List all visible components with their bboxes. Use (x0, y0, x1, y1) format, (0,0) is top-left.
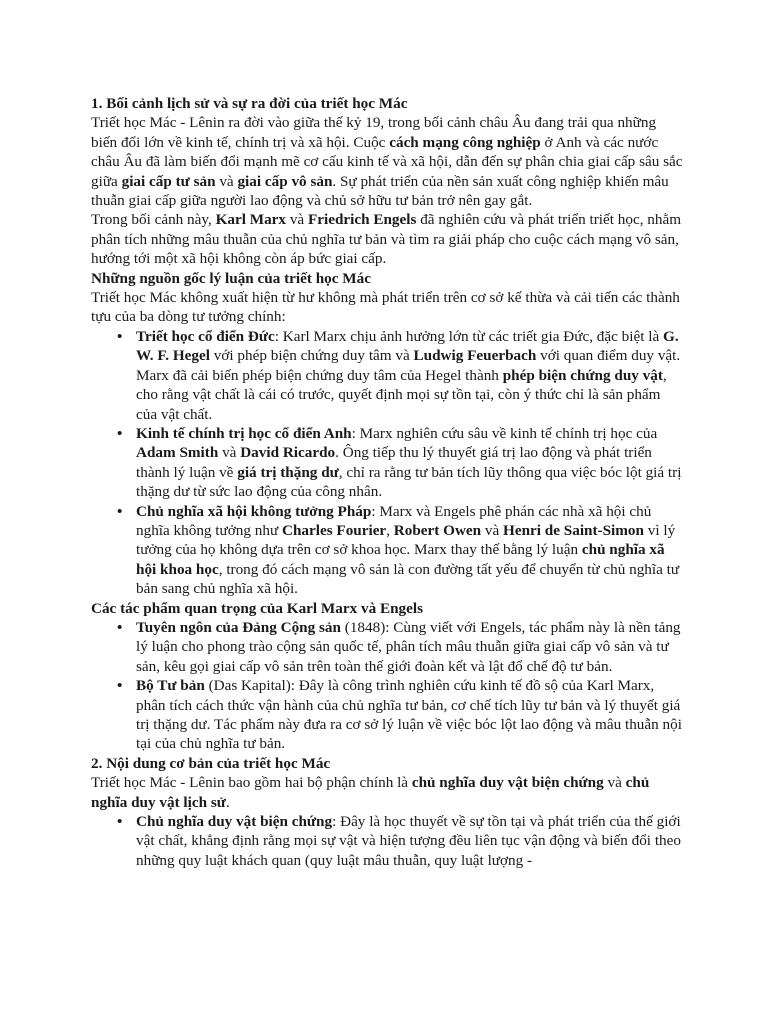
text-run: và (603, 774, 626, 792)
bold-term: Charles Fourier (282, 521, 387, 539)
bold-term: cách mạng công nghiệp (389, 133, 541, 151)
text-run: , cho rằng vật chất là cái có trước, quyết định mọi sự tồn tại, còn ý thức chỉ là sản phẩm của vật chất. (136, 366, 667, 423)
text-run: (Das Kapital): Đây là công trình nghiên cứu kinh tế đồ sộ của Karl Marx, phân tích cách thức vận hành của chủ nghĩa tư bản, cơ chế tích lũy tư bản và lý thuyết giá trị thặng dư. Tác phẩm này đưa ra cơ sở lý luận về việc bóc lột lao động và mâu thuẫn nội tại của chủ nghĩa tư bản. (136, 677, 682, 753)
list-item (136, 327, 685, 424)
text-run: vì lý tưởng của họ không dựa trên cơ sở khoa học. Marx thay thế bằng lý luận (136, 521, 676, 559)
text-run: ở Anh và các nước châu Âu đã làm biến đổi mạnh mẽ cơ cấu kinh tế và xã hội, dẫn đến sự phân chia giai cấp sâu sắc giữa (91, 133, 683, 190)
section-1-heading: 1. Bối cảnh lịch sử và sự ra đời của triết học Mác (91, 95, 408, 112)
text-run: với phép biện chứng duy tâm và (209, 347, 414, 365)
bold-term: Triết học cổ điển Đức (136, 327, 275, 345)
text-run: với quan điểm duy vật. Marx đã cải biến phép biện chứng duy tâm của Hegel thành (136, 347, 681, 384)
section-1-paragraph-1 (91, 113, 685, 210)
text-run: và (481, 521, 504, 539)
text-run: : Đây là học thuyết về sự tồn tại và phát triển của thế giới vật chất, khẳng định rằng mọi sự vật và hiện tượng đều liên tục vận động và biến đổi theo những quy luật khách quan (quy luật mâu thuẫn, quy luật lượng - (136, 813, 681, 869)
bold-term: giá trị thặng dư (237, 463, 339, 481)
text-run: Trong bối cảnh này, (91, 211, 216, 229)
bold-term: phép biện chứng duy vật (502, 366, 663, 384)
text-run: , chỉ ra rằng tư bản tích lũy thông qua việc bóc lột giá trị thặng dư từ sức lao động của công nhân. (136, 463, 682, 501)
section-2-heading: 2. Nội dung cơ bản của triết học Mác (91, 754, 331, 772)
origins-heading: Những nguồn gốc lý luận của triết học Mác (91, 269, 371, 287)
bold-term: Henri de Saint-Simon (503, 521, 644, 539)
section-2-list (91, 812, 685, 870)
bold-term: Chủ nghĩa xã hội không tưởng Pháp (136, 502, 372, 520)
list-item (136, 618, 685, 676)
bold-term: Chủ nghĩa duy vật biện chứng (136, 813, 333, 831)
text-run: Triết học Mác - Lênin ra đời vào giữa thế kỷ 19, trong bối cảnh châu Âu đang trải qua những biến đổi lớn về kinh tế, chính trị và xã hội. Cuộc (91, 114, 657, 151)
bold-term: David Ricardo (240, 444, 336, 462)
section-1-paragraph-2 (91, 210, 685, 268)
bold-term: chủ nghĩa duy vật biện chứng (411, 774, 604, 792)
bold-term: chủ nghĩa duy vật lịch sử (91, 774, 650, 811)
bold-term: giai cấp vô sản (237, 172, 333, 190)
bold-term: Friedrich Engels (307, 211, 417, 229)
origins-intro: Triết học Mác không xuất hiện từ hư không mà phát triển trên cơ sở kế thừa và cải tiến các thành tựu của ba dòng tư tưởng chính: (91, 289, 680, 326)
bold-term: Karl Marx (215, 211, 287, 229)
bold-term: Bộ Tư bản (136, 677, 205, 695)
list-item (136, 676, 685, 754)
section-2-intro (91, 773, 685, 812)
text-run: và (218, 444, 241, 462)
text-run: Triết học Mác - Lênin bao gồm hai bộ phận chính là (91, 774, 412, 792)
bold-term: Kinh tế chính trị học cổ điển Anh (136, 424, 352, 442)
bold-term: chủ nghĩa xã hội khoa học (136, 541, 665, 578)
bold-term: Robert Owen (393, 521, 482, 539)
text-run: . (225, 793, 230, 811)
text-run: : Marx và Engels phê phán các nhà xã hội chủ nghĩa không tưởng như (136, 502, 652, 539)
list-item (136, 812, 685, 870)
list-item (136, 424, 685, 502)
document-page (91, 94, 685, 870)
text-run: . Ông tiếp thu lý thuyết giá trị lao động và phát triển thành lý luận về (136, 444, 652, 481)
bold-term: G. W. F. Hegel (136, 327, 679, 365)
text-run: . Sự phát triển của nền sản xuất công nghiệp khiến mâu thuẫn giai cấp giữa người lao động và chủ sở hữu tư bản trở nên gay gắt. (91, 172, 669, 210)
text-run: : Karl Marx chịu ảnh hưởng lớn từ các triết gia Đức, đặc biệt là (274, 327, 664, 345)
bold-term: Ludwig Feuerbach (413, 347, 537, 365)
text-run: và (286, 211, 308, 229)
works-heading: Các tác phẩm quan trọng của Karl Marx và Engels (91, 599, 424, 617)
list-item (136, 502, 685, 599)
text-run: , (386, 521, 394, 539)
text-run: : Marx nghiên cứu sâu về kinh tế chính trị học của (351, 424, 658, 442)
origins-list (91, 327, 685, 599)
bold-term: Tuyên ngôn của Đảng Cộng sản (136, 618, 341, 636)
text-run: (1848): Cùng viết với Engels, tác phẩm này là nền tảng lý luận cho phong trào cộng sản quốc tế, phân tích mâu thuẫn giữa giai cấp vô sản và tư sản, kêu gọi giai cấp vô sản trên toàn thế giới đoàn kết và lật đổ chế độ tư bản. (136, 618, 681, 675)
bold-term: Adam Smith (136, 444, 219, 462)
text-run: đã nghiên cứu và phát triển triết học, nhằm phân tích những mâu thuẫn của chủ nghĩa tư bản và tìm ra giải pháp cho cuộc cách mạng vô sản, hướng tới một xã hội không còn áp bức giai cấp. (91, 211, 682, 268)
text-run: và (215, 172, 238, 190)
works-list (91, 618, 685, 754)
text-run: , trong đó cách mạng vô sản là con đường tất yếu để chuyển từ chủ nghĩa tư bản sang chủ nghĩa xã hội. (136, 560, 680, 598)
bold-term: giai cấp tư sản (121, 172, 216, 190)
